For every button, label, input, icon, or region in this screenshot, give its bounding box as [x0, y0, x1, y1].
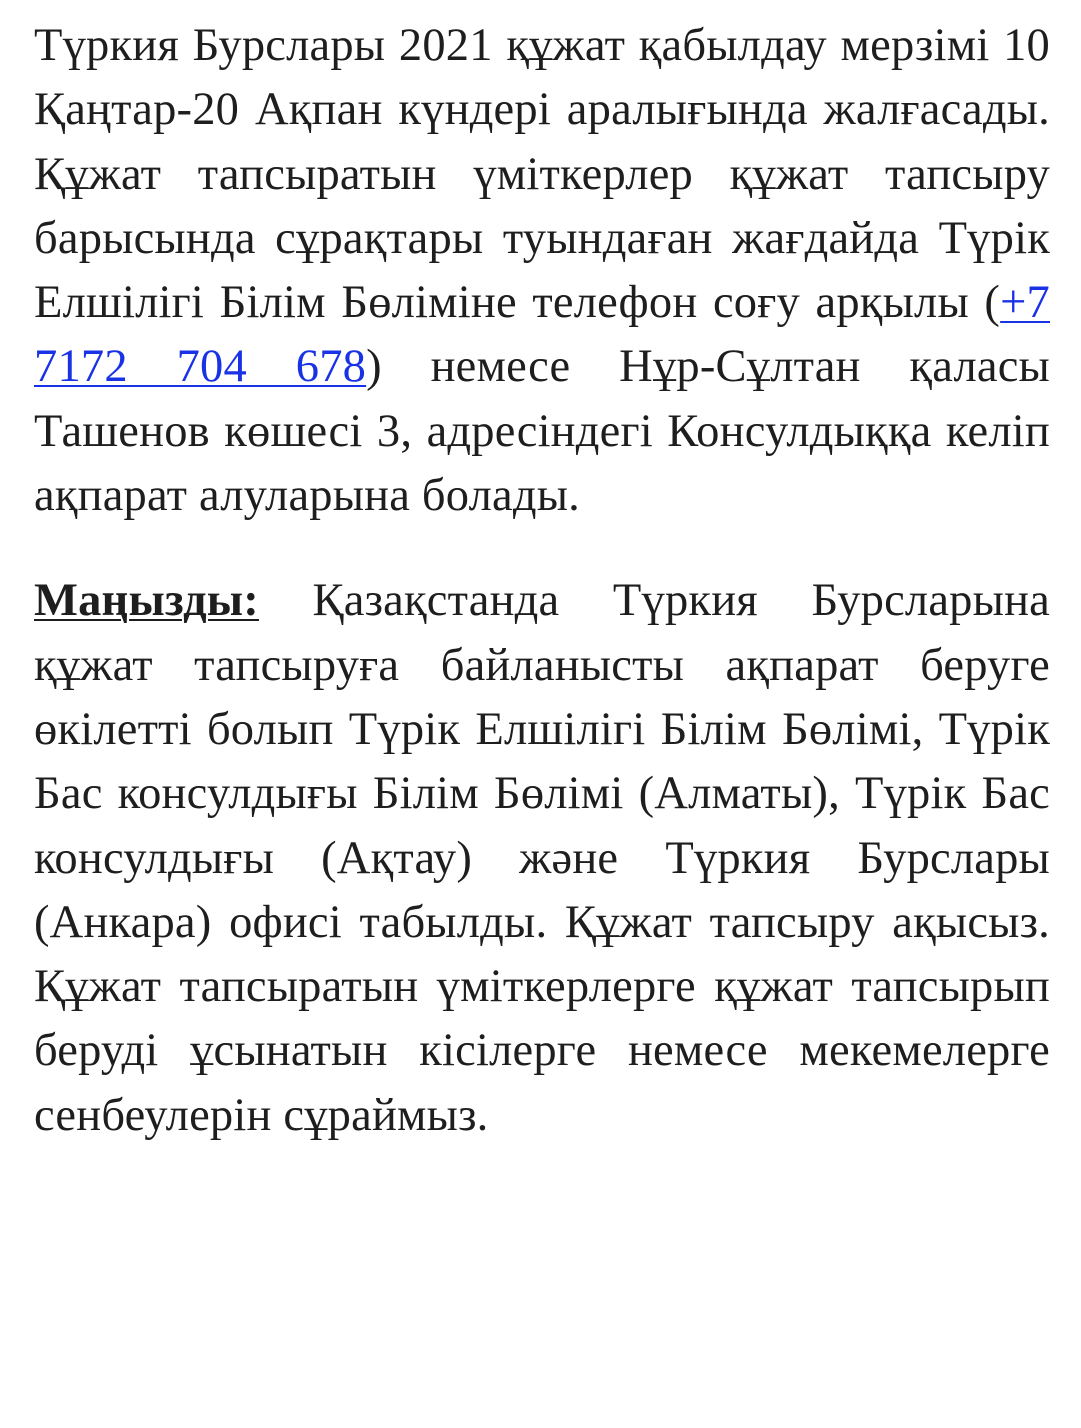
phone-link[interactable]: +7 7172 704 678: [34, 277, 1050, 393]
document-body: [34, 14, 1050, 1148]
important-paragraph: [34, 569, 1050, 1148]
deadline-paragraph: [34, 14, 1050, 528]
address-text: ) немесе Нұр-Сұлтан қаласы Ташенов көшесі 3, адресіндегі Консулдыққа келіп ақпарат алуларына болады.: [34, 341, 1050, 522]
important-text: Қазақстанда Түркия Бурсларына құжат тапсыруға байланысты ақпарат беруге өкілетті болып Түрік Елшілігі Білім Бөлімі, Түрік Бас консулдығы Білім Бөлімі (Алматы), Түрік Бас консулдығы (Ақтау) және Түркия Бурслары (Анкара) офисі табылды. Құжат тапсыру ақысыз. Құжат тапсыратын үміткерлерге құжат тапсырып беруді ұсынатын кісілерге немесе мекемелерге сенбеулерін сұраймыз.: [34, 575, 1050, 1141]
deadline-text: Түркия Бурслары 2021 құжат қабылдау мерзімі 10 Қаңтар-20 Ақпан күндері аралығында жалғасады. Құжат тапсыратын үміткерлер құжат тапсыру барысында сұрақтары туындаған жағдайда Түрік Елшілігі Білім Бөліміне телефон соғу арқылы (: [34, 20, 1050, 329]
important-label: Маңызды:: [34, 575, 259, 627]
